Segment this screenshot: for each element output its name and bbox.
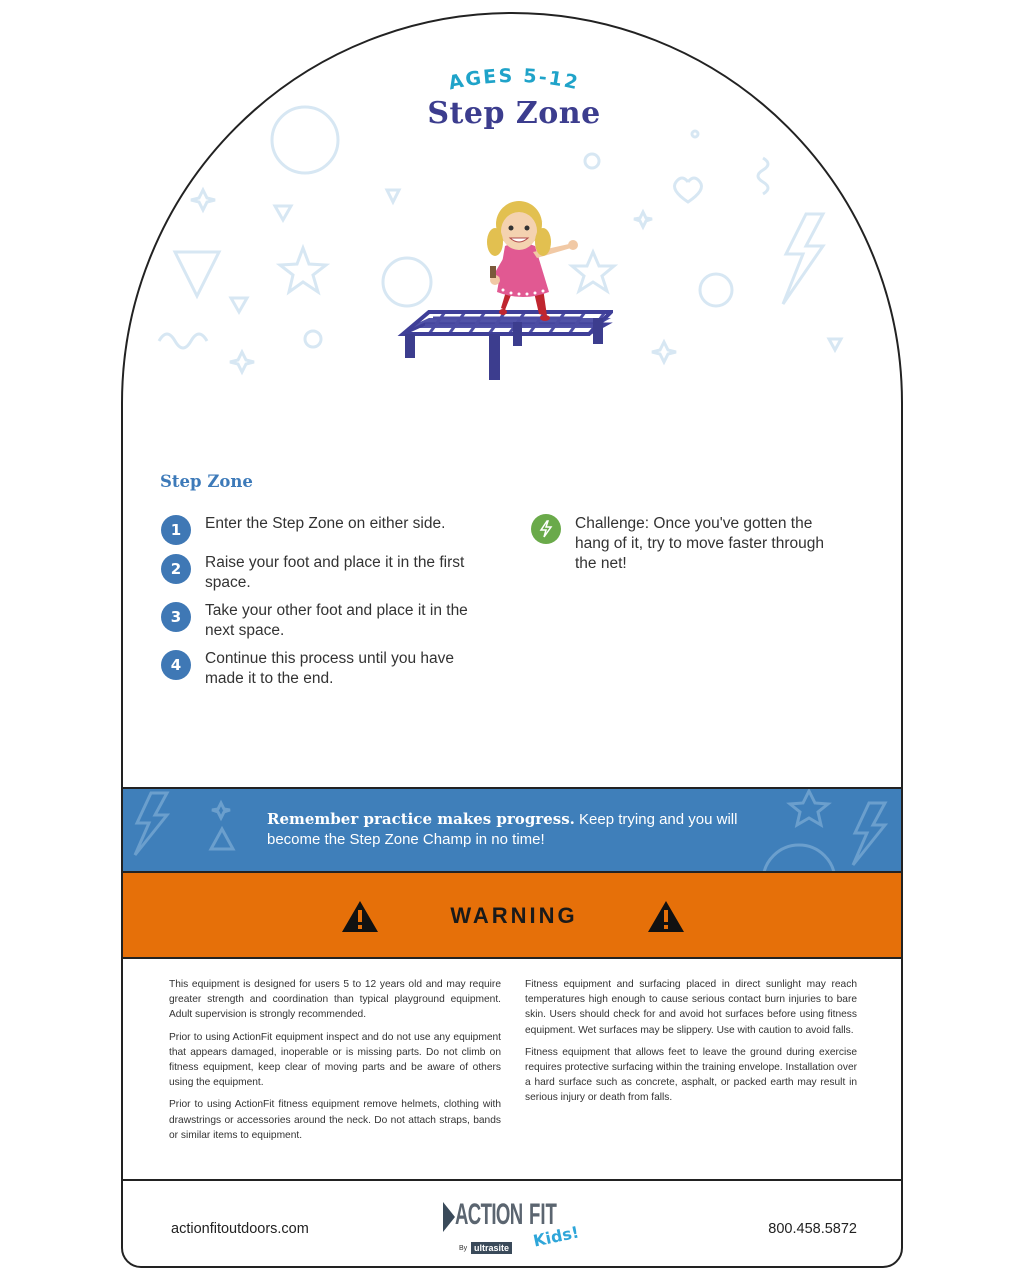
warning-paragraph: This equipment is designed for users 5 to 12 years old and may require greater strength and coordination than typical playground equipment. Adult supervision is strongly recommended.	[169, 979, 501, 1021]
ages-label	[123, 52, 903, 102]
motivation-banner	[123, 787, 903, 873]
warning-paragraph: Fitness equipment and surfacing placed in direct sunlight may reach temperatures high enough to cause serious contact burn injuries to bare skin. Users should check for and avoid hot surfaces before using fitness equipment. Wet surfaces may be slippery. Use with caution to avoid falls.	[525, 979, 857, 1036]
logo-action-text: ACTION	[455, 1198, 523, 1231]
svg-text:AGES 5-12: AGES 5-12	[446, 64, 582, 95]
step-item	[161, 514, 491, 545]
lightning-bolt-icon	[531, 514, 561, 544]
girl-on-step-grid-illustration	[393, 186, 613, 386]
steps-list	[161, 514, 491, 697]
warning-label: WARNING	[450, 903, 578, 928]
footer	[123, 1179, 903, 1268]
warning-paragraph: Fitness equipment that allows feet to leave the ground during exercise requires protective surfacing within the training envelope. Installation over a hard surface such as concrete, asphalt, or packed earth may result in serious injury or death from falls.	[525, 1046, 857, 1104]
logo-fit-text: FIT	[529, 1198, 557, 1231]
page-title: Step Zone	[427, 96, 601, 131]
girl-icon	[487, 201, 578, 321]
step-number-badge: 1	[161, 515, 191, 545]
motivation-body-text: Keep trying and you will become the Step Zone Champ in no time!	[267, 811, 738, 848]
motivation-bold-text: Remember practice makes progress.	[267, 810, 575, 828]
step-grid-icon	[403, 312, 611, 380]
step-item	[161, 649, 491, 689]
step-number-badge: 2	[161, 554, 191, 584]
logo-kids-text: Kids!	[531, 1222, 581, 1251]
warning-banner	[123, 873, 903, 959]
actionfit-kids-logo	[441, 1193, 591, 1263]
warning-paragraph: Prior to using ActionFit equipment inspect and do not use any equipment that appears damaged, inoperable or is missing parts. Do not climb on fitness equipment, keep clear of moving parts and be aware of others using the equipment.	[169, 1031, 501, 1089]
warning-column-right	[525, 977, 857, 1150]
step-text: Take your other foot and place it in the next space.	[205, 602, 468, 639]
warning-triangle-icon	[647, 899, 685, 933]
motivation-text	[267, 809, 787, 850]
phone-number[interactable]: 800.458.5872	[768, 1221, 857, 1237]
logo-by-text: By	[459, 1245, 468, 1252]
step-number-badge: 3	[161, 602, 191, 632]
challenge-text: Challenge: Once you've gotten the hang of it, try to move faster through the net!	[575, 515, 824, 572]
step-number-badge: 4	[161, 650, 191, 680]
step-text: Enter the Step Zone on either side.	[205, 515, 446, 532]
step-item	[161, 553, 491, 593]
warning-paragraph: Prior to using ActionFit fitness equipment remove helmets, clothing with drawstrings or accessories around the neck. Do not attach straps, bands or similar items to equipment.	[169, 1099, 501, 1141]
website-url[interactable]: actionfitoutdoors.com	[171, 1221, 309, 1237]
logo-ultrasite-text: ultrasite	[471, 1242, 512, 1254]
step-text: Raise your foot and place it in the first space.	[205, 554, 465, 591]
step-text: Continue this process until you have made it to the end.	[205, 650, 455, 687]
challenge-item	[531, 514, 831, 574]
step-item	[161, 601, 491, 641]
warning-column-left	[169, 977, 501, 1150]
warning-text-columns-wrapper	[169, 977, 857, 1150]
section-title: Step Zone	[160, 472, 253, 491]
